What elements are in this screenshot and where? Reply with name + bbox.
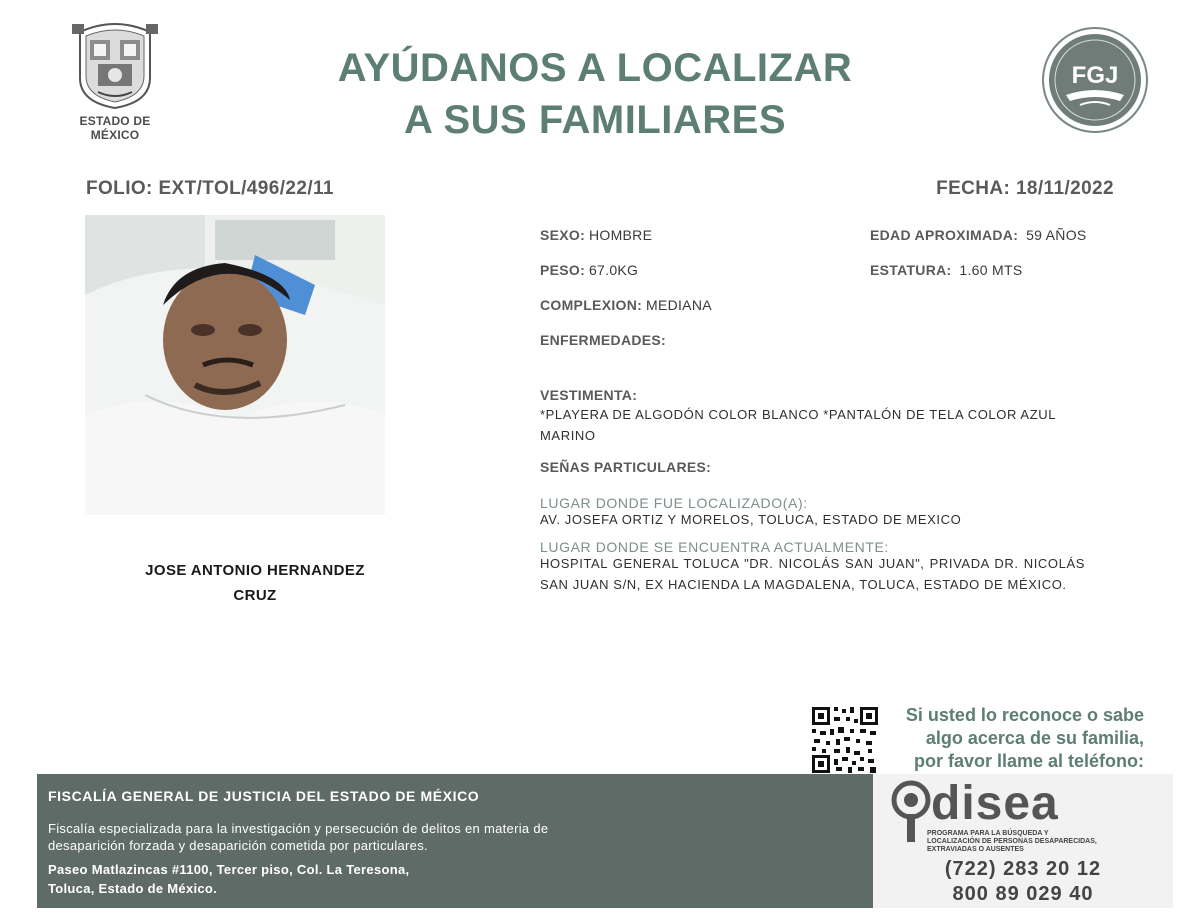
call-line-3: por favor llame al teléfono:	[913, 751, 1144, 771]
person-photo	[85, 215, 385, 515]
vestimenta-label: VESTIMENTA:	[540, 387, 638, 403]
vestimenta-label-row	[540, 387, 637, 403]
fecha: FECHA: 18/11/2022	[936, 178, 1114, 199]
peso-value: 67.0KG	[588, 262, 639, 278]
qr-code-icon[interactable]	[810, 705, 880, 775]
odisea-subtitle: PROGRAMA PARA LA BÚSQUEDA Y LOCALIZACIÓN DE PERSONAS DESAPARECIDAS, EXTRAVIADAS O AUSENTES	[927, 830, 1097, 853]
footer-address-line-2: Toluca, Estado de México.	[48, 881, 218, 896]
edad-value: 59 AÑOS	[1026, 227, 1087, 243]
edad-label: EDAD APROXIMADA:	[870, 227, 1019, 243]
lugar-actual-value: HOSPITAL GENERAL TOLUCA "DR. NICOLÁS SAN JUAN", PRIVADA DR. NICOLÁS SAN JUAN S/N, EX HACIENDA LA MAGDALENA, TOLUCA, ESTADO DE MÉXICO.	[540, 556, 1085, 592]
senas-row	[540, 459, 711, 475]
call-to-action	[884, 704, 1144, 773]
edad-row	[870, 227, 1087, 243]
person-name	[110, 558, 400, 608]
fgj-letters: FGJ	[1071, 62, 1119, 89]
footer	[37, 774, 1173, 908]
title-line-2: A SUS FAMILIARES	[403, 98, 787, 142]
call-line-2: algo acerca de su familia,	[925, 728, 1144, 748]
person-name-line-2: CRUZ	[233, 587, 277, 604]
enfermedades-label: ENFERMEDADES:	[540, 332, 667, 348]
poster-title	[250, 42, 940, 146]
senas-label: SEÑAS PARTICULARES:	[540, 459, 712, 475]
peso-label: PESO:	[540, 262, 586, 278]
complexion-label: COMPLEXION:	[540, 297, 643, 313]
sexo-label: SEXO:	[540, 227, 586, 243]
complexion-row	[540, 297, 712, 313]
title-line-1: AYÚDANOS A LOCALIZAR	[337, 46, 853, 90]
lugar-actual-label: LUGAR DONDE SE ENCUENTRA ACTUALMENTE:	[540, 539, 889, 555]
footer-title: FISCALÍA GENERAL DE JUSTICIA DEL ESTADO DE MÉXICO	[48, 788, 480, 804]
footer-description: Fiscalía especializada para la investigación y persecución de delitos en materia de desaparición forzada y desaparición cometida por particulares.	[48, 821, 549, 853]
footer-address	[48, 860, 648, 898]
call-line-1: Si usted lo reconoce o sabe	[905, 705, 1144, 725]
footer-address-line-1: Paseo Matlazincas #1100, Tercer piso, Col. La Teresona,	[48, 862, 410, 877]
peso-row	[540, 262, 638, 278]
sexo-row	[540, 227, 652, 243]
folio: FOLIO: EXT/TOL/496/22/11	[86, 178, 334, 199]
fgj-seal-icon	[1040, 25, 1150, 135]
estado-de-mexico-logo	[60, 18, 170, 142]
estado-de-mexico-shield-icon	[68, 18, 162, 110]
sexo-value: HOMBRE	[588, 227, 653, 243]
person-name-line-1: JOSE ANTONIO HERNANDEZ	[145, 562, 365, 579]
estatura-value: 1.60 MTS	[959, 262, 1023, 278]
odisea-logo-icon	[891, 780, 931, 844]
lugar-localizado-value: AV. JOSEFA ORTIZ Y MORELOS, TOLUCA, ESTADO DE MEXICO	[540, 512, 962, 527]
complexion-value: MEDIANA	[645, 297, 712, 313]
estatura-row	[870, 262, 1023, 278]
enfermedades-row	[540, 332, 666, 348]
estatura-label: ESTATURA:	[870, 262, 952, 278]
odisea-brand: disea	[931, 777, 1059, 830]
phone-number-2[interactable]: 800 89 029 40	[952, 883, 1094, 905]
vestimenta-value: *PLAYERA DE ALGODÓN COLOR BLANCO *PANTALÓN DE TELA COLOR AZUL MARINO	[540, 407, 1056, 443]
phone-number-1[interactable]: (722) 283 20 12	[944, 858, 1102, 880]
odisea-panel	[873, 774, 1173, 908]
lugar-localizado-label: LUGAR DONDE FUE LOCALIZADO(A):	[540, 495, 808, 511]
estado-de-mexico-label: ESTADO DE MÉXICO	[79, 114, 151, 142]
